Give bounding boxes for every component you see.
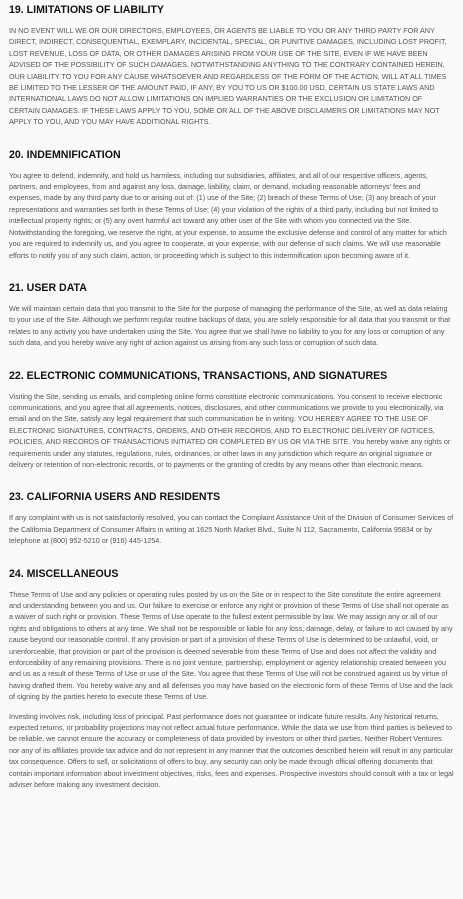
section-heading: 19. LIMITATIONS OF LIABILITY bbox=[9, 4, 164, 16]
section-paragraph: IN NO EVENT WILL WE OR OUR DIRECTORS, EMPLOYEES, OR AGENTS BE LIABLE TO YOU OR ANY THIRD PARTY FOR ANY DIRECT, INDIRECT, CONSEQUENTIAL, EXEMPLARY, INCIDENTAL, SPECIAL, OR PUNITIVE DAMAGES, INCLUDING LOST PROFIT, LOST REVENUE, LOSS OF DATA, OR OTHER DAMAGES ARISING FROM YOUR USE OF THE SITE, EVEN IF WE HAVE BEEN ADVISED OF THE POSSIBILITY OF SUCH DAMAGES. NOTWITHSTANDING ANYTHING TO THE CONTRARY CONTAINED HEREIN, OUR LIABILITY TO YOU FOR ANY CAUSE WHATSOEVER AND REGARDLESS OF THE FORM OF THE ACTION, WILL AT ALL TIMES BE LIMITED TO THE LESSER OF THE AMOUNT PAID, IF ANY, BY YOU TO US OR $100.00 USD. CERTAIN US STATE LAWS AND INTERNATIONAL LAWS DO NOT ALLOW LIMITATIONS ON IMPLIED WARRANTIES OR THE EXCLUSION OR LIMITATION OF CERTAIN DAMAGES. IF THESE LAWS APPLY TO YOU, SOME OR ALL OF THE ABOVE DISCLAIMERS OR LIMITATIONS MAY NOT APPLY TO YOU, AND YOU MAY HAVE ADDITIONAL RIGHTS. bbox=[9, 26, 447, 127]
section-indemnification bbox=[9, 148, 454, 261]
section-electronic-communications bbox=[9, 369, 454, 471]
section-heading: 21. USER DATA bbox=[9, 281, 87, 294]
section-heading: 23. CALIFORNIA USERS AND RESIDENTS bbox=[9, 491, 221, 504]
section-paragraph: Visiting the Site, sending us emails, and completing online forms constitute electronic communications. You consent to receive electronic communications, and you agree that all agreements, notices, disclosures, and other communications we provide to you electronically, via email and on the Site, satisfy any legal requirement that such communication be in writing. YOU HEREBY AGREE TO THE USE OF ELECTRONIC SIGNATURES, CONTRACTS, ORDERS, AND OTHER RECORDS, AND TO ELECTRONIC DELIVERY OF NOTICES, POLICIES, AND RECORDS OF TRANSACTIONS INITIATED OR COMPLETED BY US OR VIA THE SITE. You hereby waive any rights or requirements under any statutes, regulations, rules, ordinances, or other laws in any jurisdiction which require an original signature or delivery or retention of non-electronic records, or to payments or the granting of credits by any means other than electronic means. bbox=[9, 391, 451, 469]
section-heading: 22. ELECTRONIC COMMUNICATIONS, TRANSACTIONS, AND SIGNATURES bbox=[9, 369, 388, 382]
section-heading: 24. MISCELLANEOUS bbox=[9, 567, 119, 580]
section-california-users bbox=[9, 490, 454, 546]
section-paragraph: If any complaint with us is not satisfactorily resolved, you can contact the Complaint Assistance Unit of the Division of Consumer Services of the California Department of Consumer Affairs in writing at 1625 North Market Blvd., Suite N 112, Sacramento, California 95834 or by telephone at (800) 952-5210 or (916) 445-1254. bbox=[9, 513, 454, 546]
section-paragraph: These Terms of Use and any policies or operating rules posted by us on the Site or in respect to the Site constitute the entire agreement and understanding between you and us. Our failure to exercise or enforce any right or provision of these Terms of Use shall not operate as a waiver of such right or provision. These Terms of Use operate to the fullest extent permissible by law. We may assign any or all of our rights and obligations to others at any time. We shall not be responsible or liable for any loss, damage, delay, or failure to act caused by any cause beyond our reasonable control. If any provision or part of a provision of these Terms of Use is determined to be unlawful, void, or unenforceable, that provision or part of the provision is deemed severable from these Terms of Use and does not affect the validity and enforceability of any remaining provisions. There is no joint venture, partnership, employment or agency relationship created between you and us as a result of these Terms of Use or use of the Site. You agree that these Terms of Use will not be construed against us by virtue of having drafted them. You hereby waive any and all defenses you may have based on the electronic form of these Terms of Use and the lack of signing by the parties hereto to execute these Terms of Use. bbox=[9, 589, 453, 702]
section-miscellaneous bbox=[9, 567, 454, 791]
section-limitations-of-liability bbox=[9, 3, 454, 128]
investment-disclaimer-paragraph: Investing involves risk, including loss of principal. Past performance does not guarantee or indicate future results. Any historical returns, expected returns, or probability projections may not reflect actual future performance. While the data we use from third parties is believed to be reliable, we cannot ensure the accuracy or completeness of data provided by investors or other third parties. Neither Robert Ventures nor any of its affiliates provide tax advice and do not represent in any manner that the outcomes described herein will result in any particular tax consequence. Offers to sell, or solicitations of offers to buy, any security can only be made through official offering documents that contain important information about investment objectives, risks, fees and expenses. Prospective investors should consult with a tax or legal adviser before making any investment decision. bbox=[9, 711, 454, 790]
section-heading: 20. INDEMNIFICATION bbox=[9, 148, 121, 161]
section-user-data bbox=[9, 281, 454, 349]
section-paragraph: You agree to defend, indemnify, and hold us harmless, including our subsidiaries, affiliates, and all of our respective officers, agents, partners, and employees, from and against any loss, damage, liability, claim, or demand, including reasonable attorneys' fees and expenses, made by any third party due to or arising out of: (1) use of the Site; (2) breach of these Terms of Use; (3) any breach of your representations and warranties set forth in these Terms of Use; (4) your violation of the rights of a third party, including but not limited to intellectual property rights; or (5) any overt harmful act toward any other user of the Site with whom you connected via the Site. Notwithstanding the foregoing, we reserve the right, at your expense, to assume the exclusive defense and control of any matter for which you are required to indemnify us, and you agree to cooperate, at your expense, with our defense of such claims. We will use reasonable efforts to notify you of any such claim, action, or proceeding which is subject to this indemnification upon becoming aware of it. bbox=[9, 170, 447, 260]
section-paragraph: We will maintain certain data that you transmit to the Site for the purpose of managing the performance of the Site, as well as data relating to your use of the Site. Although we perform regular routine backups of data, you are solely responsible for all data that you transmit or that relates to any activity you have undertaken using the Site. You agree that we shall have no liability to you for any loss or corruption of any such data, and you hereby waive any right of action against us arising from any such loss or corruption of such data. bbox=[9, 303, 451, 348]
